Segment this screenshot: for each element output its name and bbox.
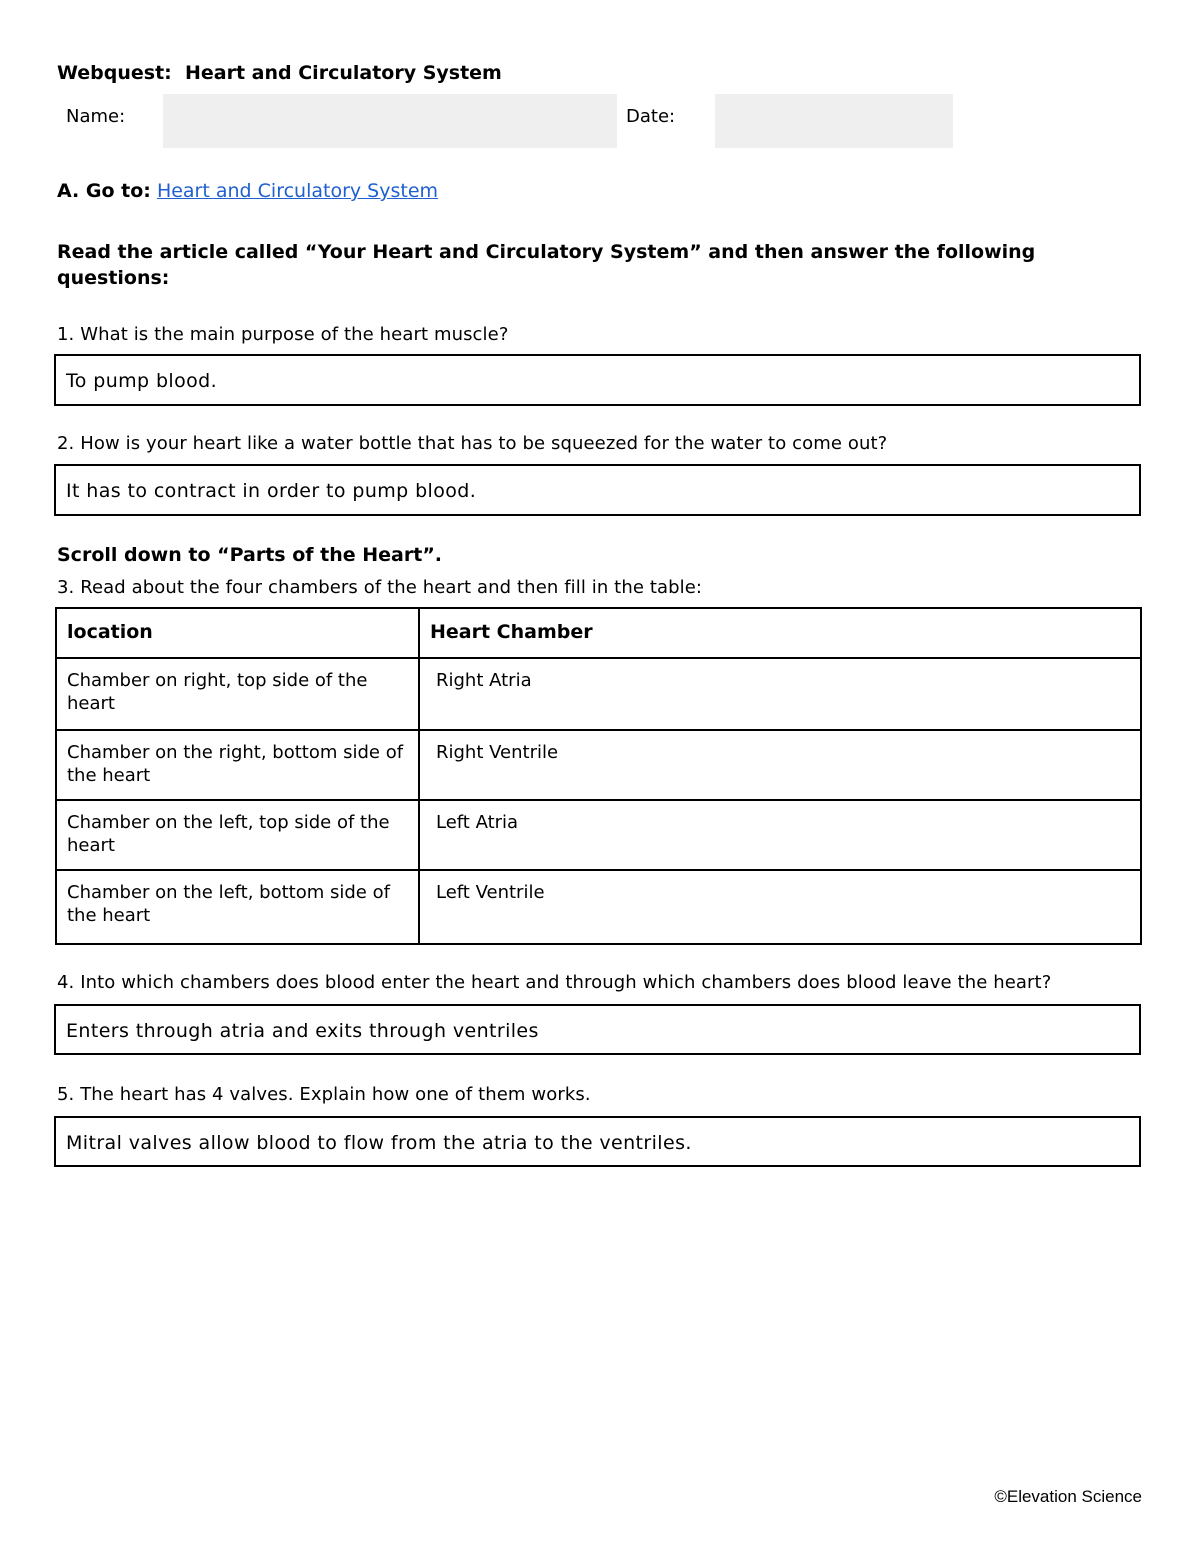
table-cell-location: Chamber on the left, bottom side of the heart (56, 870, 419, 944)
question-3: 3. Read about the four chambers of the heart and then fill in the table: (57, 577, 703, 598)
answer-1-box[interactable]: To pump blood. (54, 354, 1141, 406)
question-5: 5. The heart has 4 valves. Explain how one of them works. (57, 1084, 591, 1105)
copyright-footer: ©Elevation Science (994, 1487, 1142, 1506)
table-header-location: location (56, 608, 419, 658)
question-1: 1. What is the main purpose of the heart muscle? (57, 324, 509, 345)
answer-4-box[interactable]: Enters through atria and exits through ventriles (54, 1004, 1141, 1055)
question-4: 4. Into which chambers does blood enter the heart and through which chambers does blood leave the heart? (57, 972, 1052, 993)
heart-circulatory-link[interactable]: Heart and Circulatory System (156, 180, 439, 202)
table-header-chamber: Heart Chamber (419, 608, 1141, 658)
instructions: Read the article called “Your Heart and Circulatory System” and then answer the following questions: (57, 241, 1036, 289)
table-cell-chamber[interactable]: Right Atria (419, 658, 1141, 730)
go-to-prefix: A. Go to: (57, 180, 151, 202)
name-label: Name: (66, 106, 126, 127)
table-row (56, 658, 1141, 730)
table-cell-location: Chamber on the right, bottom side of the heart (56, 730, 419, 800)
table-cell-chamber[interactable]: Left Atria (419, 800, 1141, 870)
go-to-line (57, 180, 438, 202)
table-cell-chamber[interactable]: Right Ventrile (419, 730, 1141, 800)
worksheet-title: Webquest: Heart and Circulatory System (57, 62, 502, 84)
date-field[interactable] (715, 94, 953, 148)
table-cell-chamber[interactable]: Left Ventrile (419, 870, 1141, 944)
scroll-down-heading: Scroll down to “Parts of the Heart”. (57, 544, 443, 566)
table-row (56, 870, 1141, 944)
table-row (56, 730, 1141, 800)
question-2: 2. How is your heart like a water bottle that has to be squeezed for the water to come out? (57, 433, 888, 454)
answer-2-box[interactable]: It has to contract in order to pump blood. (54, 464, 1141, 516)
table-cell-location: Chamber on right, top side of the heart (56, 658, 419, 730)
name-field[interactable] (163, 94, 617, 148)
table-cell-location: Chamber on the left, top side of the heart (56, 800, 419, 870)
table-header-row (56, 608, 1141, 658)
table-row (56, 800, 1141, 870)
date-label: Date: (626, 106, 676, 127)
chambers-table (55, 607, 1142, 945)
answer-5-box[interactable]: Mitral valves allow blood to flow from the atria to the ventriles. (54, 1116, 1141, 1167)
